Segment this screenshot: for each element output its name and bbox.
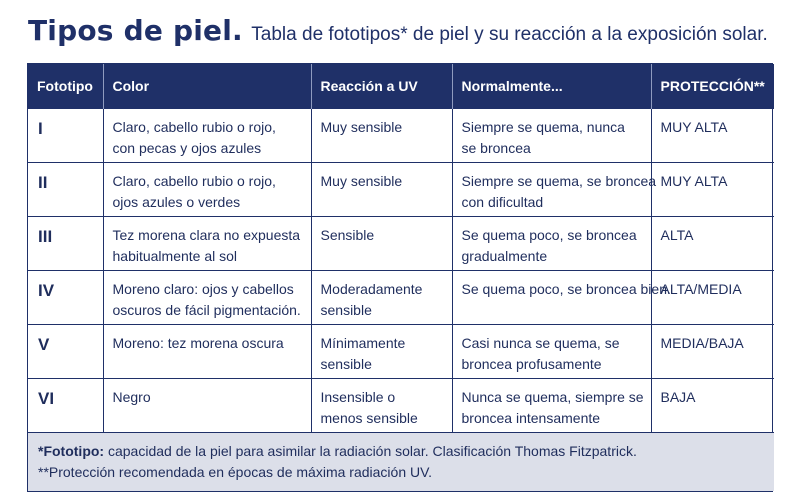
- fototipo-cell: III: [28, 217, 103, 271]
- color-cell: [103, 271, 311, 325]
- color-cell: [103, 109, 311, 163]
- column-header-normalmente: Normalmente...: [452, 64, 651, 109]
- normalmente-cell: [452, 109, 651, 163]
- normalmente-cell: [452, 325, 651, 379]
- color-text-line: oscuros de fácil pigmentación.: [112, 302, 301, 318]
- proteccion-cell: MEDIA/BAJA: [651, 325, 774, 379]
- normalmente-text-line: Siempre se quema, nunca: [461, 119, 625, 135]
- footnote-line-1: [38, 441, 764, 462]
- normalmente-cell: [452, 271, 671, 325]
- normalmente-text-line: Casi nunca se quema, se: [461, 335, 620, 351]
- reaccion-cell: [311, 271, 452, 325]
- normalmente-text-line: Se quema poco, se broncea: [461, 227, 637, 243]
- fototipo-cell: I: [28, 109, 103, 163]
- reaccion-text-line: Muy sensible: [320, 119, 403, 135]
- reaccion-text-line: Mínimamente: [320, 335, 406, 351]
- table-row: [28, 271, 774, 325]
- reaccion-cell: [311, 217, 452, 271]
- column-header-color: Color: [103, 64, 311, 109]
- proteccion-cell: ALTA: [651, 217, 774, 271]
- normalmente-text-line: broncea profusamente: [461, 356, 602, 372]
- normalmente-text-line: se broncea: [461, 140, 531, 156]
- column-header-proteccion: PROTECCIÓN**: [651, 64, 774, 109]
- normalmente-text-line: Siempre se quema, se broncea: [461, 173, 657, 189]
- reaccion-text-line: sensible: [320, 356, 372, 372]
- color-text-line: Claro, cabello rubio o rojo,: [112, 173, 276, 189]
- color-cell: [103, 217, 311, 271]
- proteccion-cell: ALTA/MEDIA: [651, 271, 774, 325]
- reaccion-text-line: menos sensible: [320, 410, 418, 426]
- phototype-table: [28, 64, 774, 491]
- proteccion-cell: MUY ALTA: [651, 163, 774, 217]
- color-text-line: Moreno: tez morena oscura: [112, 335, 284, 351]
- page-subtitle: Tabla de fototipos* de piel y su reacción a la exposición solar.: [251, 24, 768, 45]
- page-title: Tipos de piel.: [28, 14, 243, 47]
- color-text-line: ojos azules o verdes: [112, 194, 241, 210]
- color-text-line: con pecas y ojos azules: [112, 140, 262, 156]
- color-cell: [103, 325, 311, 379]
- footnote-cell: [28, 433, 774, 492]
- color-cell: [103, 163, 311, 217]
- reaccion-cell: [311, 379, 452, 433]
- reaccion-text-line: Muy sensible: [320, 173, 403, 189]
- normalmente-text-line: Se quema poco, se broncea bien.: [461, 281, 671, 297]
- normalmente-text-line: broncea intensamente: [461, 410, 601, 426]
- footnote-line-2: **Protección recomendada en épocas de máxima radiación UV.: [38, 464, 433, 480]
- table-row: [28, 325, 774, 379]
- reaccion-text-line: Moderadamente: [320, 281, 423, 297]
- normalmente-cell: [452, 379, 651, 433]
- color-cell: [103, 379, 311, 433]
- color-text-line: habitualmente al sol: [112, 248, 238, 264]
- table-row: [28, 163, 774, 217]
- reaccion-text-line: Insensible o: [320, 389, 396, 405]
- footnote-row: [28, 433, 774, 492]
- fototipo-cell: IV: [28, 271, 103, 325]
- table-header-row: [28, 64, 774, 109]
- footnote-term: *Fototipo:: [38, 443, 105, 459]
- column-header-fototipo: Fototipo: [28, 64, 103, 109]
- color-text-line: Tez morena clara no expuesta: [112, 227, 301, 243]
- reaccion-cell: [311, 163, 452, 217]
- normalmente-text-line: Nunca se quema, siempre se: [461, 389, 644, 405]
- page-heading: [28, 14, 768, 47]
- reaccion-text-line: Sensible: [320, 227, 375, 243]
- reaccion-cell: [311, 109, 452, 163]
- normalmente-text-line: gradualmente: [461, 248, 548, 264]
- phototype-table-container: [27, 63, 773, 492]
- reaccion-text-line: sensible: [320, 302, 372, 318]
- table-body: [28, 109, 774, 433]
- color-text-line: Moreno claro: ojos y cabellos: [112, 281, 294, 297]
- fototipo-cell: V: [28, 325, 103, 379]
- footnote-definition: capacidad de la piel para asimilar la radiación solar. Clasificación Thomas Fitzpatrick.: [104, 443, 637, 459]
- color-text-line: Claro, cabello rubio o rojo,: [112, 119, 276, 135]
- normalmente-cell: [452, 217, 651, 271]
- table-row: [28, 379, 774, 433]
- fototipo-cell: VI: [28, 379, 103, 433]
- reaccion-cell: [311, 325, 452, 379]
- normalmente-text-line: con dificultad: [461, 194, 544, 210]
- proteccion-cell: MUY ALTA: [651, 109, 774, 163]
- fototipo-cell: II: [28, 163, 103, 217]
- column-header-reaccion: Reacción a UV: [311, 64, 452, 109]
- color-text-line: Negro: [112, 389, 151, 405]
- table-row: [28, 109, 774, 163]
- table-row: [28, 217, 774, 271]
- proteccion-cell: BAJA: [651, 379, 774, 433]
- normalmente-cell: [452, 163, 657, 217]
